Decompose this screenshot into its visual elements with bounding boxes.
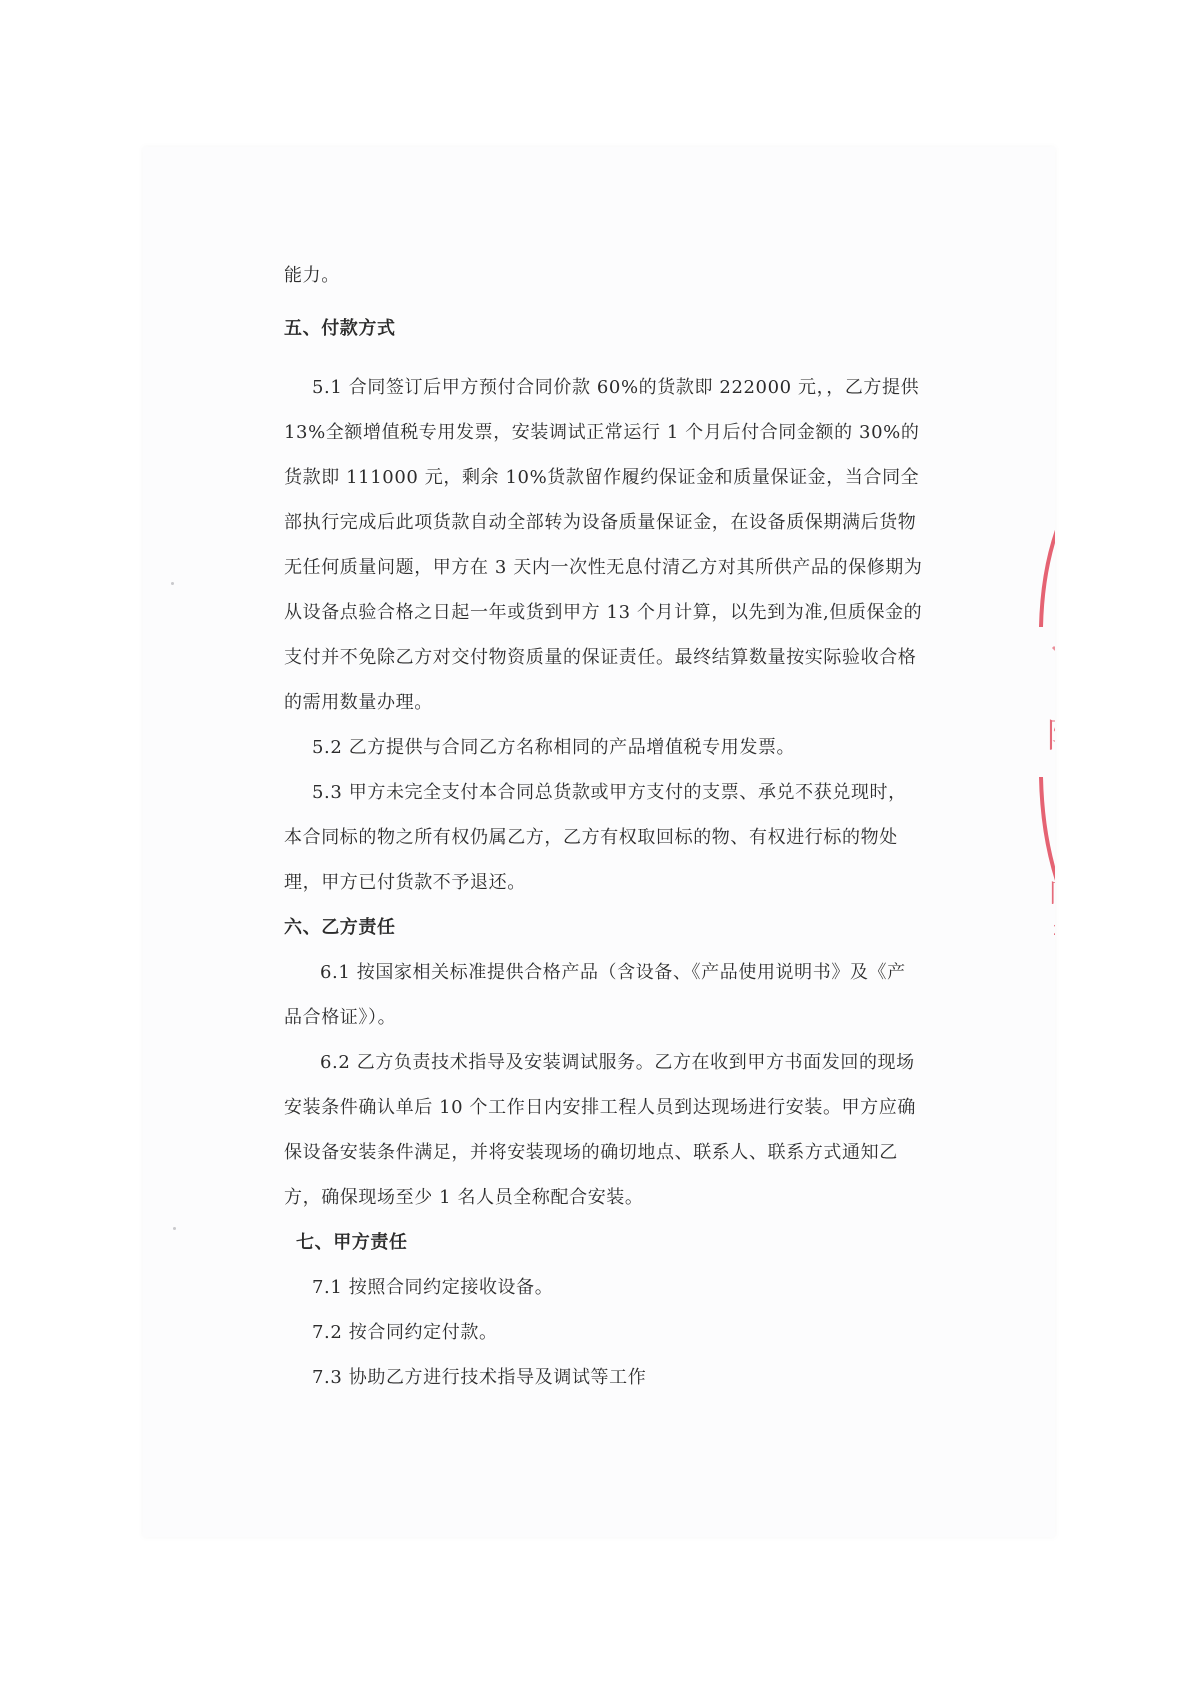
scan-speck <box>173 1227 176 1230</box>
company-seal-stamp <box>1013 477 1081 947</box>
clause-7-2: 7.2 按合同约定付款。 <box>312 1322 498 1343</box>
scan-speck <box>171 582 174 585</box>
section-heading-party-b: 六、乙方责任 <box>284 917 396 938</box>
section-heading-payment: 五、付款方式 <box>284 318 396 339</box>
contract-body <box>284 253 924 1400</box>
clause-5-2: 5.2 乙方提供与合同乙方名称相同的产品增值税专用发票。 <box>312 737 796 758</box>
clause-7-1: 7.1 按照合同约定接收设备。 <box>312 1277 554 1298</box>
seal-glyph: 同 <box>1049 879 1076 909</box>
clause-6-2: 6.2 乙方负责技术指导及安装调试服务。乙方在收到甲方书面发回的现场安装条件确认单后 10 个工作日内安排工程人员到达现场进行安装。甲方应确保设备安装条件满足，并将安装现场的确切地点、联系人、联系方式通知乙方，确保现场至少 1 名人员全称配合安装。 <box>284 1052 916 1208</box>
paragraph-continuation: 能力。 <box>284 265 340 286</box>
clause-5-1: 5.1 合同签订后甲方预付合同价款 60%的货款即 222000 元，，乙方提供 13%全额增值税专用发票，安装调试正常运行 1 个月后付合同金额的 30%的货款即 111000 元，剩余 10%货款留作履约保证金和质量保证金，当合同全部执行完成后此项货款自动全部转为设备质量保证金，在设备质保期满后货物无任何质量问题，甲方在 3 天内一次性无息付清乙方对其所供产品的保修期为从设备点验合格之日起一年或货到甲方 13 个月计算，以先到为准,但质保金的支付并不免除乙方对交付物资质量的保证责任。最终结算数量按实际验收合格的需用数量办理。 <box>284 377 923 713</box>
clause-7-3: 7.3 协助乙方进行技术指导及调试等工作 <box>312 1367 647 1388</box>
seal-glyph: 20 <box>1053 923 1071 939</box>
section-heading-party-a: 七、甲方责任 <box>296 1232 408 1253</box>
clause-6-1: 6.1 按国家相关标准提供合格产品（含设备、《产品使用说明书》及《产品合格证》）。 <box>284 962 906 1028</box>
seal-glyph: 限 <box>1047 716 1081 756</box>
clause-5-3: 5.3 甲方未完全支付本合同总货款或甲方支付的支票、承兑不获兑现时，本合同标的物之所有权仍属乙方，乙方有权取回标的物、有权进行标的物处理，甲方已付货款不予退还。 <box>284 782 907 893</box>
document-page <box>143 147 1081 1537</box>
